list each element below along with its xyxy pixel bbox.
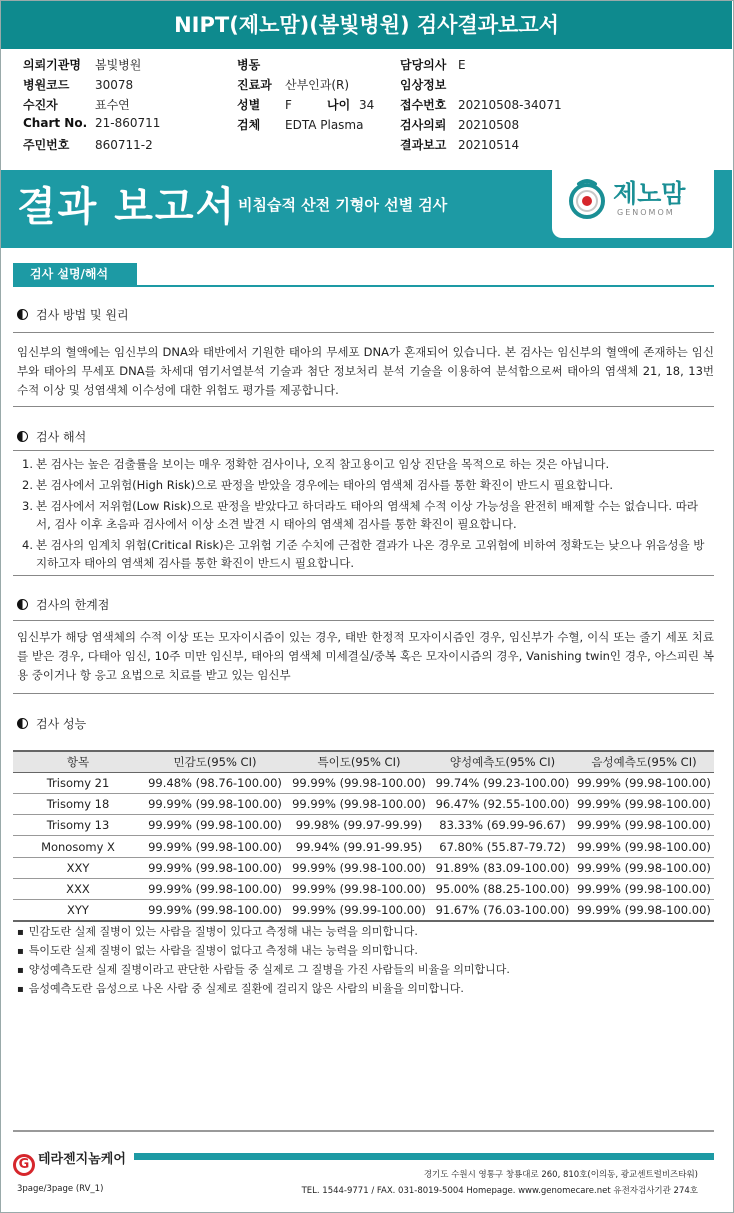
performance-heading	[17, 715, 86, 732]
divider	[13, 575, 714, 576]
column-header: 민감도(95% CI)	[143, 751, 287, 772]
footer-bar	[134, 1153, 714, 1160]
info-value: 860711-2	[95, 138, 153, 152]
table-cell: 91.67% (76.03-100.00)	[431, 900, 574, 921]
table-cell: Monosomy X	[13, 836, 143, 857]
banner-subtitle: 비침습적 산전 기형아 선별 검사	[238, 196, 448, 214]
info-value: 20210508-34071	[458, 98, 562, 112]
method-heading-text: 검사 방법 및 원리	[36, 308, 129, 322]
table-cell: 91.89% (83.09-100.00)	[431, 857, 574, 878]
footer-divider	[13, 1130, 714, 1132]
table-cell: 99.98% (99.97-99.99)	[287, 815, 431, 836]
info-label: 병원코드	[23, 78, 70, 92]
table-cell: 99.99% (99.99-100.00)	[287, 900, 431, 921]
table-cell: 99.99% (99.98-100.00)	[143, 900, 287, 921]
info-label: 검사의뢰	[400, 118, 447, 132]
divider	[13, 332, 714, 333]
table-cell: 99.99% (99.98-100.00)	[143, 857, 287, 878]
table-cell: 99.99% (99.98-100.00)	[287, 793, 431, 814]
info-col-2	[237, 56, 374, 136]
table-cell: 99.99% (99.98-100.00)	[143, 815, 287, 836]
info-value: 표수연	[95, 98, 130, 112]
table-cell: Trisomy 18	[13, 793, 143, 814]
table-cell: Trisomy 21	[13, 772, 143, 793]
info-value: 20210514	[458, 138, 520, 152]
table-cell: 99.99% (99.98-100.00)	[287, 857, 431, 878]
table-cell: 96.47% (92.55-100.00)	[431, 793, 574, 814]
table-cell: 99.48% (98.76-100.00)	[143, 772, 287, 793]
company-logo-icon: G	[13, 1154, 35, 1176]
info-value: 산부인과(R)	[285, 78, 350, 92]
list-item	[22, 476, 712, 494]
half-circle-icon	[17, 309, 28, 320]
table-cell: 99.99% (99.98-100.00)	[287, 878, 431, 899]
info-col-3	[400, 56, 562, 156]
table-cell: 99.99% (99.98-100.00)	[574, 857, 714, 878]
list-text: 본 검사에서 고위험(High Risk)으로 판정을 받았을 경우에는 태아의 염색체 검사를 통한 확진이 반드시 필요합니다.	[36, 478, 613, 492]
table-row	[13, 857, 714, 878]
method-heading	[17, 306, 129, 323]
table-cell: 99.99% (99.98-100.00)	[287, 772, 431, 793]
table-cell: XXY	[13, 857, 143, 878]
column-header: 양성예측도(95% CI)	[431, 751, 574, 772]
genomom-logo-icon	[566, 176, 608, 220]
half-circle-icon	[17, 718, 28, 729]
table-cell: 99.99% (99.98-100.00)	[574, 772, 714, 793]
note-item: ▪ 민감도란 실제 질병이 있는 사람을 질병이 있다고 측정해 내는 능력을 의미합니다.	[17, 923, 510, 942]
info-label: 진료과	[237, 78, 272, 92]
info-label: 담당의사	[400, 58, 447, 72]
column-header: 항목	[13, 751, 143, 772]
table-cell: 99.99% (99.98-100.00)	[143, 836, 287, 857]
table-row	[13, 900, 714, 921]
table-cell: XYY	[13, 900, 143, 921]
company-address: 경기도 수원시 영통구 창룡대로 260, 810호(이의동, 광교센트럴비즈타워)	[423, 1170, 698, 1180]
table-cell: 83.33% (69.99-96.67)	[431, 815, 574, 836]
list-text: 본 검사에서 저위험(Low Risk)으로 판정을 받았다고 하더라도 태아의 염색체 수적 이상 가능성을 완전히 배제할 수는 없습니다. 따라서, 검사 이후 초음파 검사에서 이상 소견 발견 시 태아의 염색체 검사를 통한 확진이 필요합니다.	[36, 499, 698, 531]
limits-text: 임신부가 해당 염색체의 수적 이상 또는 모자이시즘이 있는 경우, 태반 한정적 모자이시즘인 경우, 임신부가 수혈, 이식 또는 줄기 세포 치료를 받은 경우, 다태아 임신, 10주 미만 임신부, 태아의 염색체 미세결실/중복 혹은 모자이시즘의 경우, Vanishing twin인 경우, 아스피린 복용 중이거나 항 응고 요법으로 치료를 받고 있는 임신부	[17, 630, 714, 682]
table-header-row	[13, 751, 714, 772]
table-cell: 99.99% (99.98-100.00)	[574, 815, 714, 836]
page-number: 3page/3page (RV_1)	[17, 1184, 104, 1194]
table-cell: 95.00% (88.25-100.00)	[431, 878, 574, 899]
info-label: 수진자	[23, 98, 58, 112]
half-circle-icon	[17, 599, 28, 610]
list-item	[22, 497, 712, 533]
list-item	[22, 455, 712, 473]
info-value: 34	[359, 98, 375, 112]
note-item: ▪ 음성예측도란 음성으로 나온 사람 중 실제로 질환에 걸리지 않은 사람의 비율을 의미합니다.	[17, 980, 510, 999]
performance-heading-text: 검사 성능	[36, 717, 87, 731]
divider	[13, 450, 714, 451]
info-value: 21-860711	[95, 116, 161, 130]
half-circle-icon	[17, 431, 28, 442]
table-cell: 99.99% (99.98-100.00)	[574, 836, 714, 857]
list-text: 본 검사의 임계치 위험(Critical Risk)은 고위험 기준 수치에 근접한 결과가 나온 경우로 고위험에 비하여 정확도는 낮으나 위음성을 방지하고자 태아의 염색체 검사를 통한 확진이 반드시 필요합니다.	[36, 538, 705, 570]
limits-heading	[17, 596, 109, 613]
table-row	[13, 815, 714, 836]
report-title: NIPT(제노맘)(봄빛병원) 검사결과보고서	[1, 1, 732, 49]
table-row	[13, 793, 714, 814]
logo-text: 제노맘	[613, 179, 686, 208]
info-label: 병동	[237, 58, 261, 72]
table-row	[13, 772, 714, 793]
list-number: 3.	[22, 499, 33, 513]
performance-notes	[17, 923, 510, 999]
note-item: ▪ 양성예측도란 실제 질병이라고 판단한 사람들 중 실제로 그 질병을 가진 사람들의 비율을 의미합니다.	[17, 961, 510, 980]
company-contact: TEL. 1544-9771 / FAX. 031-8019-5004 Homepage. www.genomecare.net 유전자검사기관 274호	[301, 1186, 698, 1196]
banner-title: 결과 보고서	[17, 184, 237, 230]
table-cell: XXX	[13, 878, 143, 899]
info-label: 의뢰기관명	[23, 58, 81, 72]
section-tab: 검사 설명/해석	[13, 263, 137, 285]
info-value: F	[285, 98, 292, 112]
info-label: 나이	[327, 98, 351, 112]
info-value: 30078	[95, 78, 134, 92]
table-cell: 99.99% (99.98-100.00)	[143, 793, 287, 814]
interpretation-heading-text: 검사 해석	[36, 430, 87, 444]
method-text: 임신부의 혈액에는 임신부의 DNA와 태반에서 기원한 태아의 무세포 DNA가 혼재되어 있습니다. 본 검사는 임신부의 혈액에 존재하는 임신부와 태아의 무세포 DNA를 차세대 염기서열분석 기술과 첨단 정보처리 분석 기술을 이용하여 분석함으로써 태아의 염색체 21, 18, 13번 수적 이상 및 성염색체 이수성에 대한 위험도 평가를 제공합니다.	[17, 345, 714, 397]
list-item	[22, 536, 712, 572]
info-value: 봄빛병원	[95, 58, 142, 72]
list-number: 1.	[22, 457, 33, 471]
limits-heading-text: 검사의 한계점	[36, 598, 110, 612]
info-label: 결과보고	[400, 138, 447, 152]
table-cell: 99.99% (99.98-100.00)	[574, 878, 714, 899]
logo-subtext: GENOMOM	[617, 208, 675, 217]
interpretation-list	[22, 455, 712, 575]
table-cell: 99.99% (99.98-100.00)	[143, 878, 287, 899]
info-value: E	[458, 58, 466, 72]
list-text: 본 검사는 높은 검출률을 보이는 매우 정확한 검사이나, 오직 참고용이고 임상 진단을 목적으로 하는 것은 아닙니다.	[36, 457, 610, 471]
list-number: 4.	[22, 538, 33, 552]
info-label: 임상정보	[400, 78, 447, 92]
info-label: 주민번호	[23, 138, 70, 152]
table-cell: 99.94% (99.91-99.95)	[287, 836, 431, 857]
company-name: 테라젠지놈케어	[38, 1152, 126, 1167]
company-logo	[13, 1148, 126, 1176]
info-value: EDTA Plasma	[285, 118, 364, 132]
note-item: ▪ 특이도란 실제 질병이 없는 사람을 질병이 없다고 측정해 내는 능력을 의미합니다.	[17, 942, 510, 961]
table-cell: 99.99% (99.98-100.00)	[574, 793, 714, 814]
divider	[13, 406, 714, 407]
table-cell: 99.99% (99.98-100.00)	[574, 900, 714, 921]
table-row	[13, 878, 714, 899]
info-label: Chart No.	[23, 116, 88, 130]
column-header: 특이도(95% CI)	[287, 751, 431, 772]
divider	[13, 693, 714, 694]
info-label: 검체	[237, 118, 261, 132]
table-row	[13, 836, 714, 857]
table-cell: 67.80% (55.87-79.72)	[431, 836, 574, 857]
table-cell: 99.74% (99.23-100.00)	[431, 772, 574, 793]
column-header: 음성예측도(95% CI)	[574, 751, 714, 772]
table-cell: Trisomy 13	[13, 815, 143, 836]
info-value: 20210508	[458, 118, 520, 132]
list-number: 2.	[22, 478, 33, 492]
performance-table	[13, 750, 714, 922]
info-label: 접수번호	[400, 98, 447, 112]
section-divider	[13, 285, 714, 287]
info-label: 성별	[237, 98, 261, 112]
info-col-1	[23, 56, 160, 156]
interpretation-heading	[17, 428, 86, 445]
divider	[13, 620, 714, 621]
